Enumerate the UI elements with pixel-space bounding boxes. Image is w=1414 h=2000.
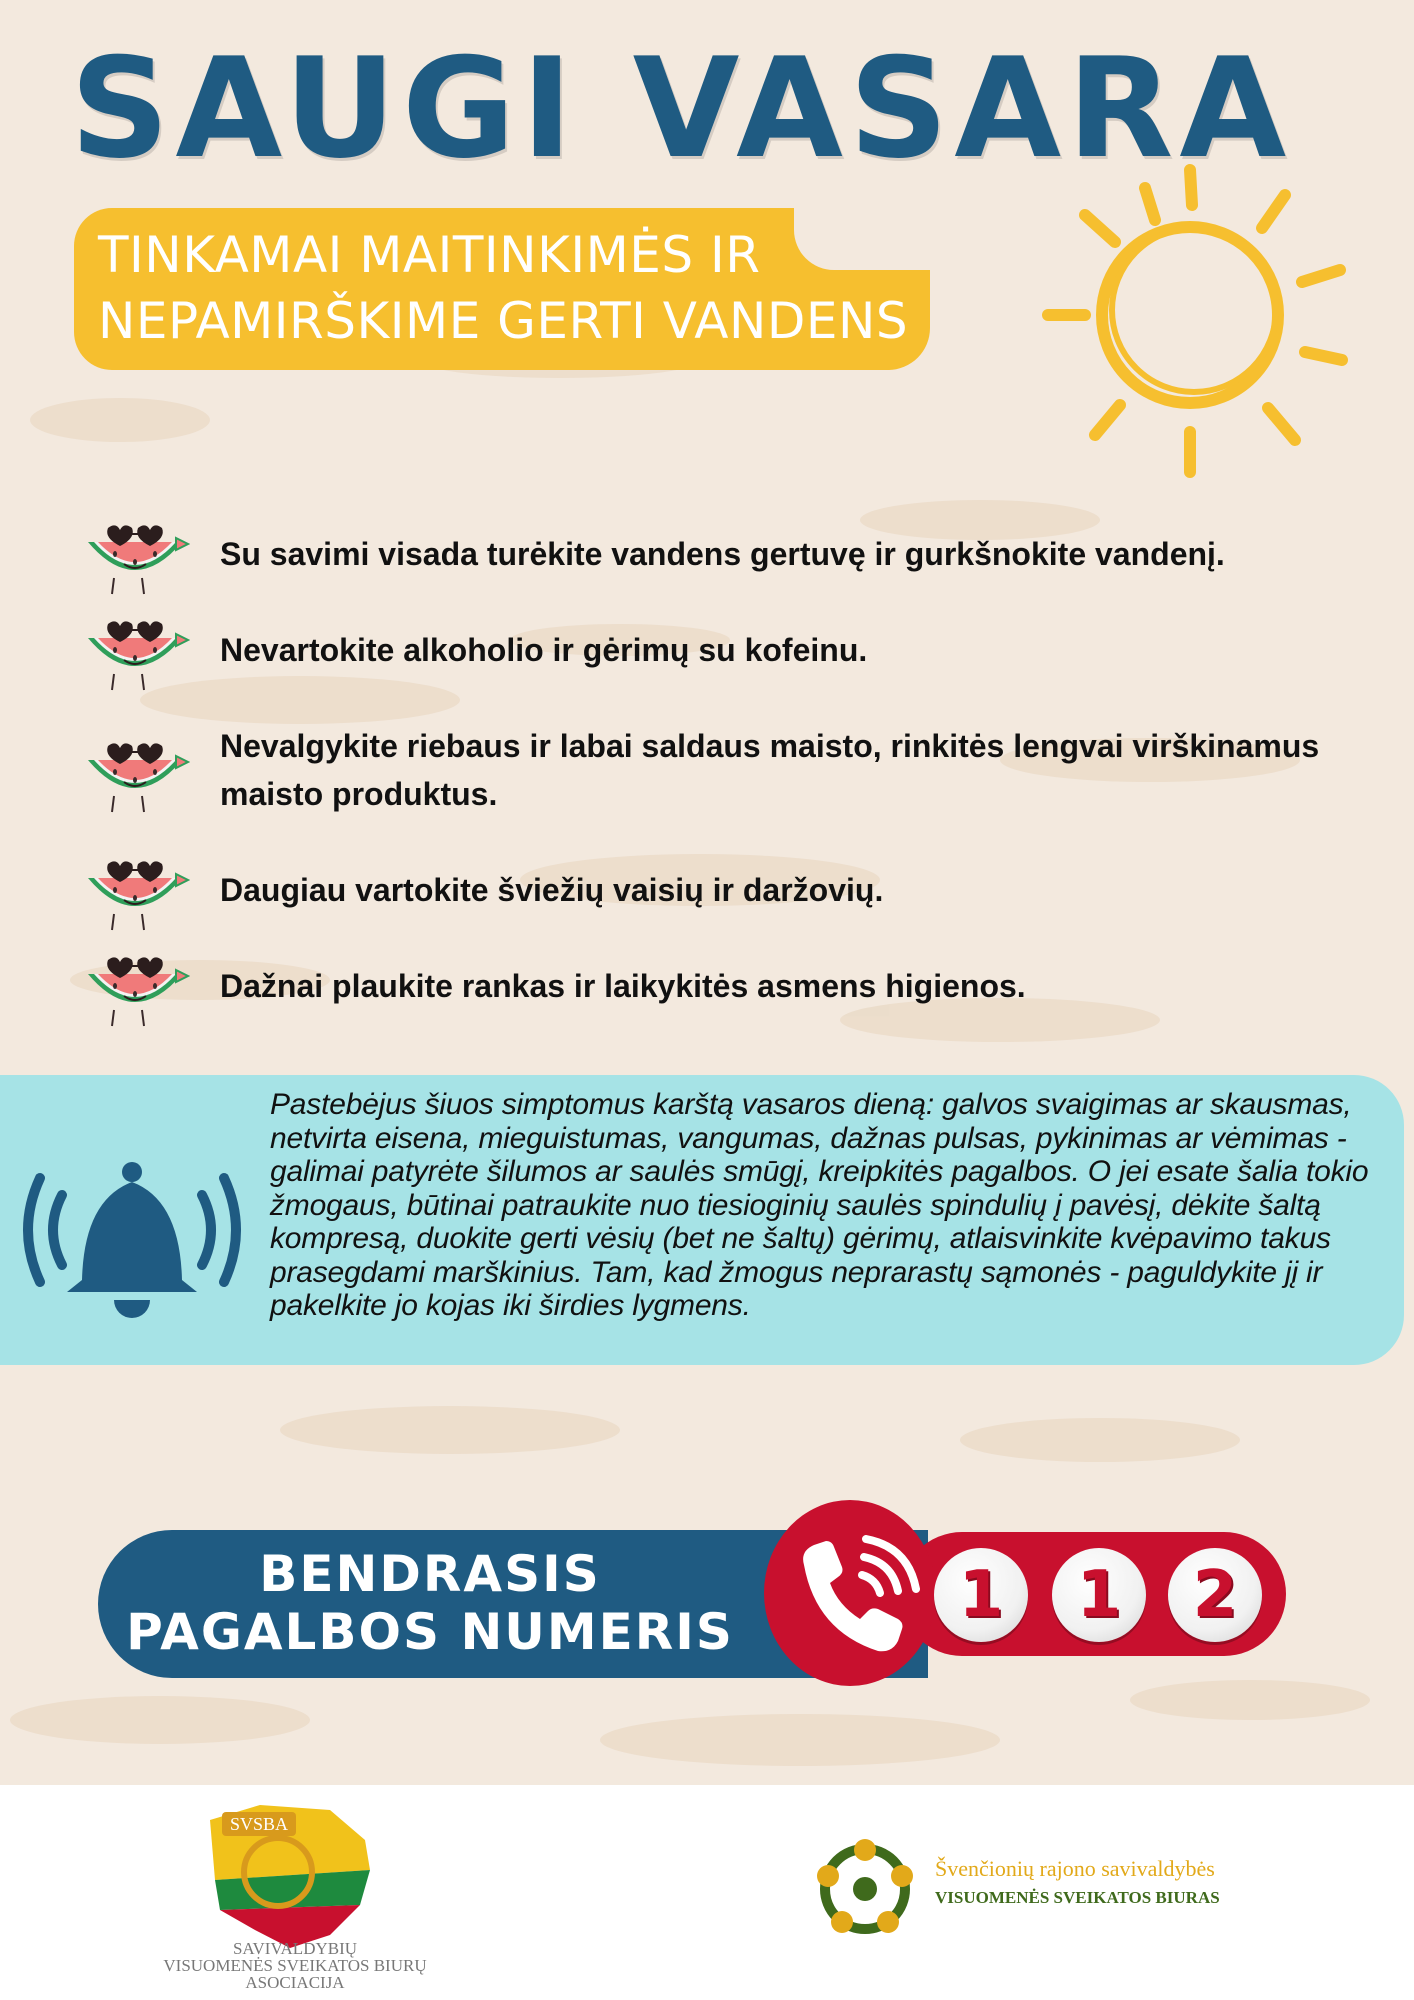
watermelon-icon — [80, 856, 190, 936]
subtitle-line-2: NEPAMIRŠKIME GERTI VANDENS — [98, 292, 909, 350]
emergency-digit: 1 — [934, 1548, 1028, 1642]
svs-bureau-line-2: VISUOMENĖS SVEIKATOS BIURAS — [935, 1888, 1220, 1907]
tip-text: Dažnai plaukite rankas ir laikykitės asmens higienos. — [220, 968, 1026, 1004]
svsba-caption — [130, 1940, 460, 1991]
subtitle — [98, 222, 908, 354]
watermelon-icon — [80, 738, 190, 818]
page-title: SAUGI VASARA — [70, 28, 1293, 189]
ringing-bell-icon — [22, 1140, 242, 1330]
watermelon-icon — [80, 616, 190, 696]
emergency-label-line-1: BENDRASIS — [259, 1545, 601, 1603]
emergency-label-line-2: PAGALBOS NUMERIS — [126, 1603, 734, 1661]
watermelon-icon — [80, 520, 190, 600]
tip-text: Su savimi visada turėkite vandens gertuvę ir gurkšnokite vandenį. — [220, 536, 1225, 572]
svsba-caption-line-3: ASOCIACIJA — [245, 1973, 345, 1992]
emergency-digit: 1 — [1052, 1548, 1146, 1642]
svs-bureau-line-1: Švenčionių rajono savivaldybės — [935, 1856, 1215, 1881]
subtitle-line-1: TINKAMAI MAITINKIMĖS IR — [98, 226, 761, 284]
emergency-label — [110, 1545, 750, 1661]
tip-text: Nevalgykite riebaus ir labai saldaus maisto, rinkitės lengvai virškinamus maisto produktus. — [220, 728, 1320, 812]
svsba-caption-line-2: VISUOMENĖS SVEIKATOS BIURŲ — [163, 1956, 427, 1975]
svsba-logo — [200, 1800, 380, 1950]
phone-ringing-icon — [790, 1535, 920, 1655]
watermelon-icon — [80, 952, 190, 1032]
svsba-caption-line-1: SAVIVALDYBIŲ — [232, 1939, 358, 1958]
tip-text: Nevartokite alkoholio ir gėrimų su kofeinu. — [220, 632, 868, 668]
svs-bureau-logo — [812, 1836, 918, 1942]
emergency-digit: 2 — [1168, 1548, 1262, 1642]
svsba-badge: SVSBA — [229, 1814, 289, 1834]
tip-text: Daugiau vartokite šviežių vaisių ir daržovių. — [220, 872, 884, 908]
sun-icon — [1040, 160, 1360, 480]
alert-text: Pastebėjus šiuos simptomus karštą vasaros dieną: galvos svaigimas ar skausmas, netvirta eisena, mieguistumas, vangumas, dažnas pulsas, pykinimas ar vėmimas - galimai patyrėte šilumos ar saulės smūgį, kreipkitės pagalbos. O jei esate šalia tokio žmogaus, būtinai patraukite nuo tiesioginių saulės spindulių į pavėsį, dėkite šaltą kompresą, duokite gerti vėsių (bet ne šaltų) gėrimų, atlaisvinkite kvėpavimo takus prasegdami marškinius. Tam, kad žmogus neprarastų sąmonės - paguldykite jį ir pakelkite jo kojas iki širdies lygmens. — [270, 1088, 1369, 1322]
